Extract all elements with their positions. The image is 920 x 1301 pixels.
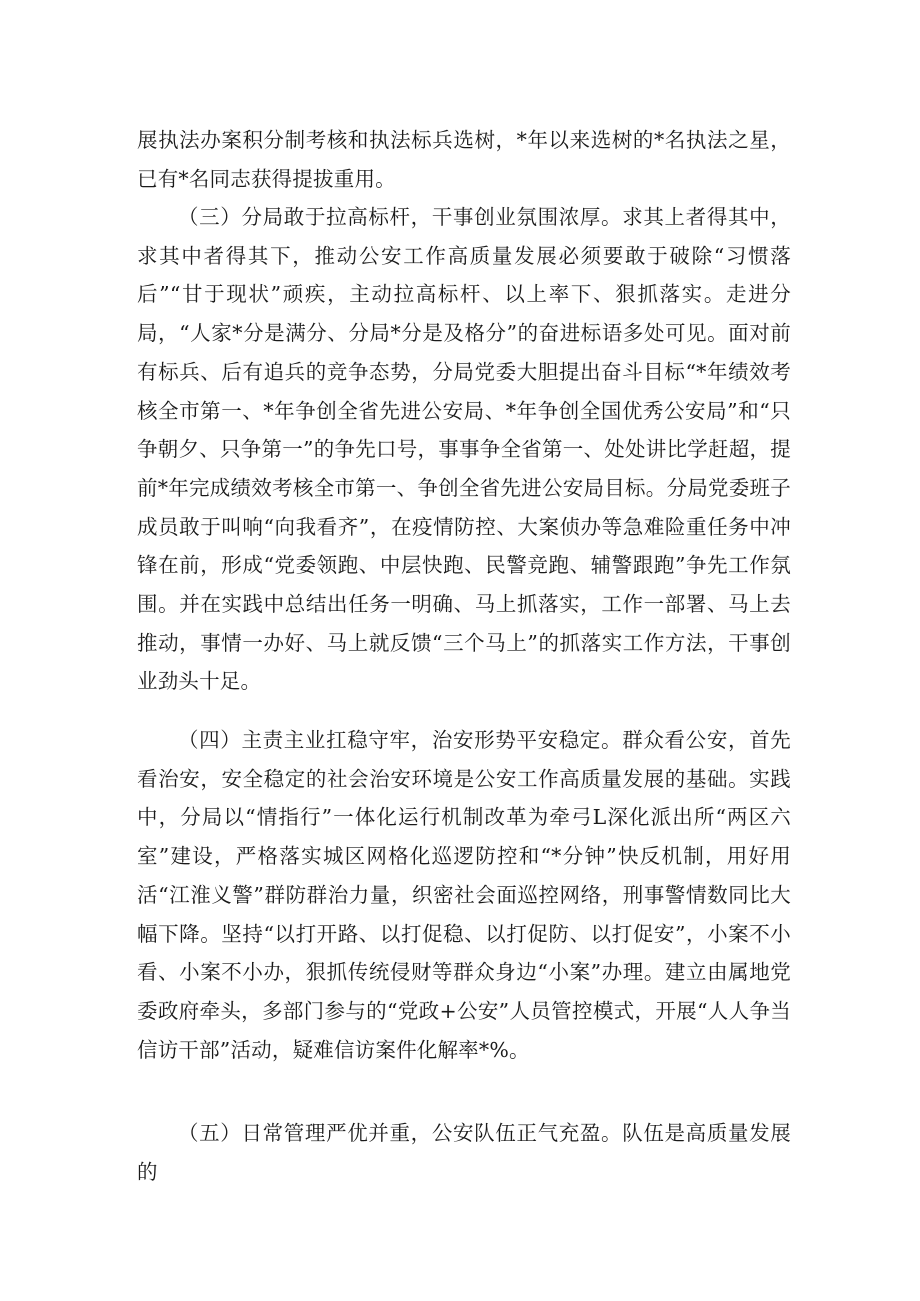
paragraph-text: （四）主责主业扛稳守牢，治安形势平安稳定。群众看公安，首先看治安，安全稳定的社会治安环境是公安工作高质量发展的基础。实践中，分局以“情指行”一体化运行机制改革为牵弓L深化派出所“两区六室”建设，严格落实城区网格化巡逻防控和“*分钟”快反机制，用好用活“江淮义警”群防群治力量，织密社会面巡控网络，刑事警情数同比大幅下降。坚持“以打开路、以打促稳、以打促防、以打促安”，小案不小看、小案不小办，狠抓传统侵财等群众身边“小案”办理。建立由属地党委政府牵头，多部门参与的“党政+公安”人员管控模式，开展“人人争当信访干部”活动，疑难信访案件化解率*%。	[137, 728, 791, 1062]
paragraph-section-five	[137, 1114, 791, 1191]
paragraph-text: （五）日常管理严优并重，公安队伍正气充盈。队伍是高质量发展的	[137, 1121, 791, 1184]
paragraph-text: 展执法办案积分制考核和执法标兵选树，*年以来选树的*名执法之星，已有*名同志获得提拔重用。	[137, 128, 791, 191]
paragraph-section-four	[137, 721, 791, 1069]
paragraph-text: （三）分局敢于拉高标杆，干事创业氛围浓厚。求其上者得其中，求其中者得其下，推动公安工作高质量发展必须要敢于破除“习惯落后”“甘于现状”顽疾，主动拉高标杆、以上率下、狠抓落实。走进分局，“人家*分是满分、分局*分是及格分”的奋进标语多处可见。面对前有标兵、后有追兵的竞争态势，分局党委大胆提出奋斗目标“*年绩效考核全市第一、*年争创全省先进公安局、*年争创全国优秀公安局”和“只争朝夕、只争第一”的争先口号，事事争全省第一、处处讲比学赶超，提前*年完成绩效考核全市第一、争创全省先进公安局目标。分局党委班子成员敢于叫响“向我看齐”，在疫情防控、大案侦办等急难险重任务中冲锋在前，形成“党委领跑、中层快跑、民警竞跑、辅警跟跑”争先工作氛围。并在实践中总结出任务一明确、马上抓落实，工作一部署、马上去推动，事情一办好、马上就反馈“三个马上”的抓落实工作方法，干事创业劲头十足。	[137, 205, 791, 694]
paragraph-continuation	[137, 121, 791, 198]
paragraph-section-three	[137, 198, 791, 701]
